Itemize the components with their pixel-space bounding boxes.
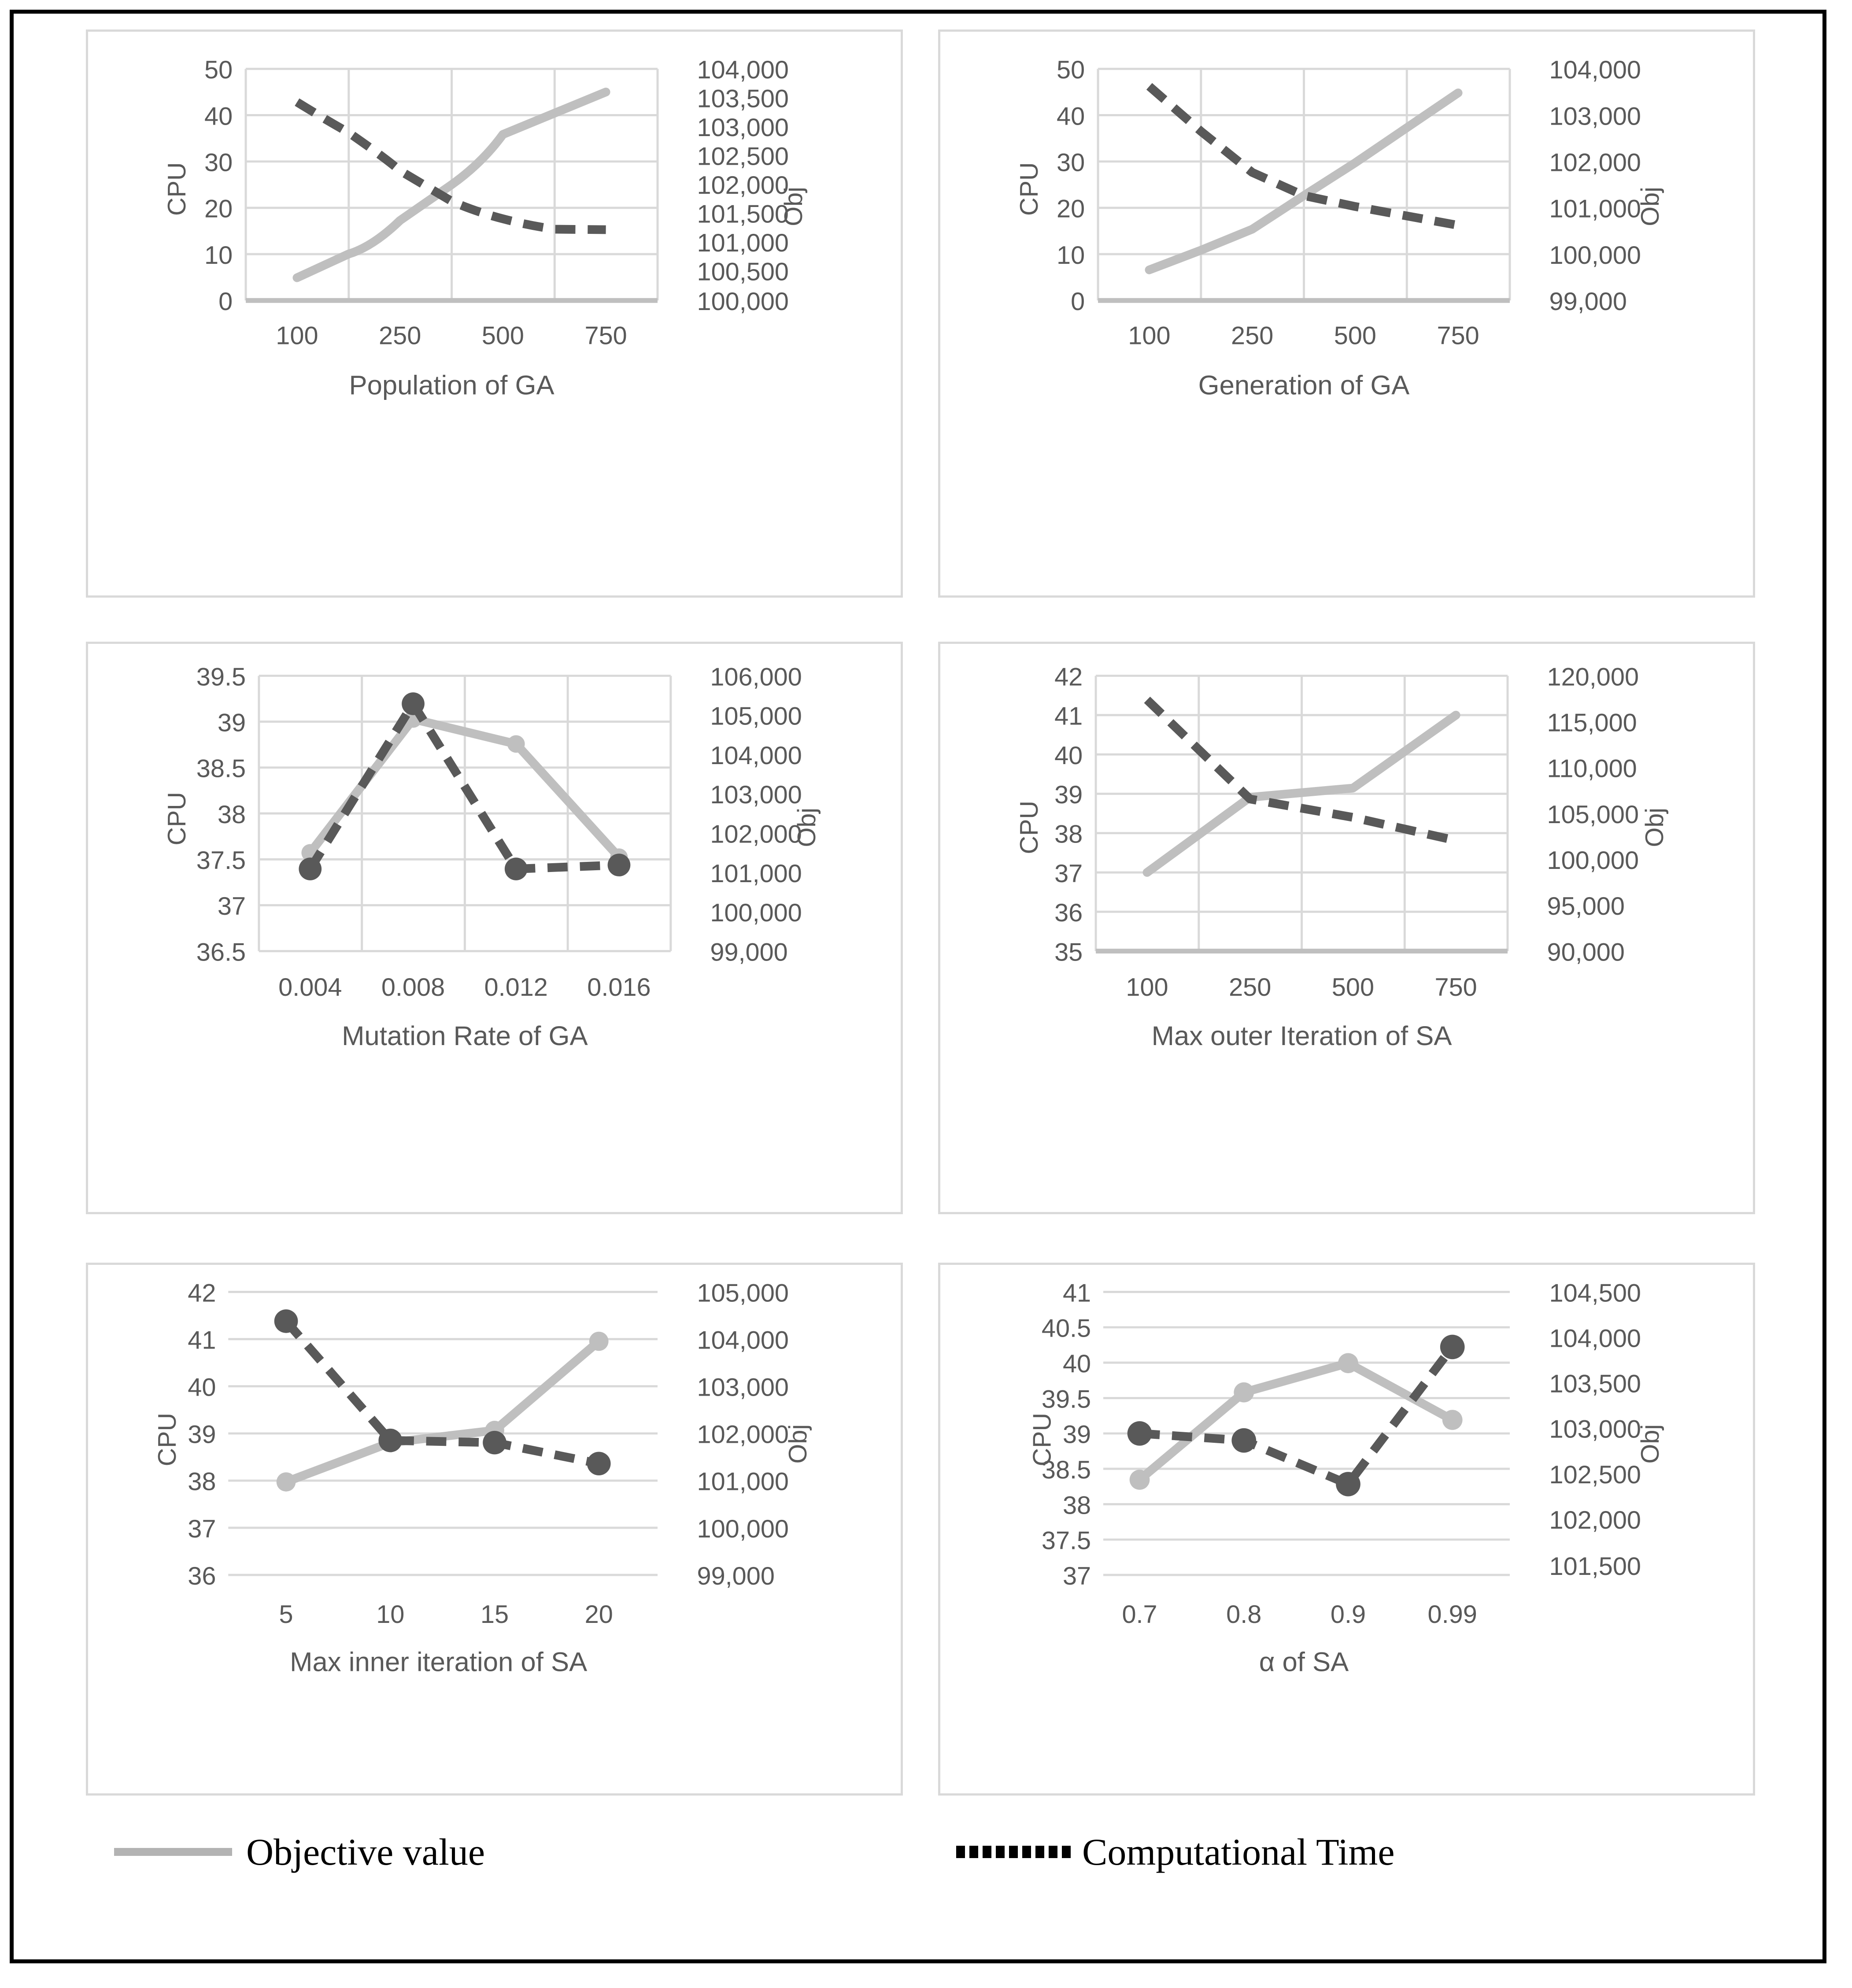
svg-text:102,000: 102,000 xyxy=(1549,148,1641,177)
y-axis-left-title: CPU xyxy=(1015,801,1043,854)
svg-text:37: 37 xyxy=(1054,859,1083,888)
x-axis-ticks xyxy=(1128,322,1479,350)
svg-text:37: 37 xyxy=(217,892,246,921)
svg-text:39.5: 39.5 xyxy=(1041,1385,1091,1414)
svg-text:38: 38 xyxy=(1054,820,1083,849)
svg-text:102,000: 102,000 xyxy=(697,1420,789,1449)
svg-text:30: 30 xyxy=(204,148,233,177)
figure-legend xyxy=(86,1819,1755,1907)
svg-text:101,000: 101,000 xyxy=(710,859,802,888)
svg-text:100,000: 100,000 xyxy=(710,899,802,927)
y-axis-right-ticks xyxy=(697,1279,789,1590)
svg-text:105,000: 105,000 xyxy=(1547,800,1639,829)
svg-text:100,000: 100,000 xyxy=(1547,846,1639,875)
svg-text:101,500: 101,500 xyxy=(1549,1552,1641,1581)
y-axis-right-title: Obj xyxy=(780,187,808,226)
svg-text:41: 41 xyxy=(188,1326,216,1355)
svg-text:103,000: 103,000 xyxy=(697,1373,789,1402)
x-axis-ticks xyxy=(1126,973,1477,1001)
gridlines xyxy=(1103,1292,1510,1575)
chart-panel-generation-of-ga xyxy=(938,30,1755,598)
y-axis-right-ticks xyxy=(1549,56,1641,316)
legend-item-objective-value xyxy=(114,1825,485,1878)
svg-text:103,000: 103,000 xyxy=(1549,102,1641,131)
svg-text:10: 10 xyxy=(204,241,233,270)
dashed-line-swatch-icon xyxy=(956,1846,1074,1858)
svg-text:38: 38 xyxy=(188,1467,216,1496)
svg-text:100,500: 100,500 xyxy=(697,258,789,286)
y-axis-right-ticks xyxy=(697,56,789,316)
svg-text:39: 39 xyxy=(1062,1420,1091,1449)
svg-text:50: 50 xyxy=(204,56,233,85)
figure-outer-frame xyxy=(10,10,1826,1963)
svg-text:0.016: 0.016 xyxy=(587,973,651,1001)
svg-text:0.012: 0.012 xyxy=(484,973,548,1001)
svg-text:37: 37 xyxy=(1062,1562,1091,1590)
chart-panel-mutation-rate-of-ga xyxy=(86,642,903,1214)
svg-text:103,000: 103,000 xyxy=(697,114,789,142)
x-axis-ticks xyxy=(1122,1600,1477,1629)
svg-text:100: 100 xyxy=(1126,973,1168,1001)
svg-text:20: 20 xyxy=(584,1600,613,1629)
svg-text:101,000: 101,000 xyxy=(697,1467,789,1496)
y-axis-right-title: Obj xyxy=(784,1424,813,1464)
y-axis-right-title: Obj xyxy=(1636,187,1665,226)
svg-text:39.5: 39.5 xyxy=(196,663,246,691)
x-axis-ticks xyxy=(278,973,651,1001)
svg-text:99,000: 99,000 xyxy=(1549,288,1627,316)
svg-text:250: 250 xyxy=(1231,321,1274,350)
svg-text:50: 50 xyxy=(1057,56,1085,85)
svg-text:0.004: 0.004 xyxy=(278,973,342,1001)
x-axis-ticks xyxy=(279,1600,613,1629)
svg-text:100,000: 100,000 xyxy=(1549,241,1641,270)
series-objective-value xyxy=(277,1332,609,1492)
x-axis-title: Population of GA xyxy=(349,370,554,401)
svg-text:102,000: 102,000 xyxy=(697,171,789,200)
svg-text:106,000: 106,000 xyxy=(710,663,802,691)
svg-text:0.7: 0.7 xyxy=(1122,1600,1157,1629)
x-axis-title: Max outer Iteration of SA xyxy=(1151,1021,1452,1051)
svg-text:41: 41 xyxy=(1062,1279,1091,1308)
chart-mutation-rate-of-ga xyxy=(88,644,901,1212)
solid-line-swatch-icon xyxy=(114,1848,232,1856)
svg-text:103,500: 103,500 xyxy=(1549,1370,1641,1398)
svg-text:105,000: 105,000 xyxy=(697,1279,789,1308)
y-axis-right-ticks xyxy=(1549,1279,1641,1581)
svg-text:38: 38 xyxy=(1062,1491,1091,1520)
svg-text:103,000: 103,000 xyxy=(1549,1415,1641,1444)
svg-text:39: 39 xyxy=(1054,781,1083,809)
svg-text:100: 100 xyxy=(276,321,318,350)
y-axis-left-title: CPU xyxy=(1015,162,1043,216)
series-computational-time xyxy=(1127,1335,1465,1497)
svg-text:90,000: 90,000 xyxy=(1547,938,1625,967)
svg-text:102,500: 102,500 xyxy=(1549,1460,1641,1489)
svg-text:40.5: 40.5 xyxy=(1041,1314,1091,1343)
y-axis-right-title: Obj xyxy=(1641,807,1669,847)
svg-text:38.5: 38.5 xyxy=(196,754,246,783)
y-axis-left-ticks xyxy=(196,663,246,966)
svg-text:38: 38 xyxy=(217,800,246,829)
chart-population-of-ga xyxy=(88,32,901,595)
chart-panel-alpha-of-sa xyxy=(938,1263,1755,1796)
svg-text:101,000: 101,000 xyxy=(697,229,789,258)
svg-text:100,000: 100,000 xyxy=(697,288,789,316)
legend-label-computational-time: Computational Time xyxy=(1082,1831,1395,1873)
y-axis-right-ticks xyxy=(1547,663,1639,966)
svg-text:36.5: 36.5 xyxy=(196,938,246,967)
svg-text:37.5: 37.5 xyxy=(1041,1526,1091,1555)
svg-text:110,000: 110,000 xyxy=(1547,754,1637,783)
svg-text:0.9: 0.9 xyxy=(1330,1600,1366,1629)
legend-label-objective-value: Objective value xyxy=(246,1831,485,1873)
svg-text:20: 20 xyxy=(204,195,233,223)
svg-text:100: 100 xyxy=(1128,321,1171,350)
svg-text:40: 40 xyxy=(1062,1350,1091,1378)
y-axis-left-title: CPU xyxy=(1028,1412,1057,1467)
svg-text:36: 36 xyxy=(1054,899,1083,927)
svg-text:0: 0 xyxy=(1071,288,1085,316)
svg-text:120,000: 120,000 xyxy=(1547,663,1639,691)
svg-text:95,000: 95,000 xyxy=(1547,892,1625,921)
series-computational-time xyxy=(274,1309,611,1475)
svg-text:750: 750 xyxy=(584,321,627,350)
y-axis-right-ticks xyxy=(710,663,802,966)
svg-text:38.5: 38.5 xyxy=(1041,1456,1091,1484)
x-axis-title: Generation of GA xyxy=(1198,370,1410,401)
svg-text:40: 40 xyxy=(188,1373,216,1402)
svg-text:104,000: 104,000 xyxy=(697,1326,789,1355)
svg-text:36: 36 xyxy=(188,1562,216,1590)
x-axis-title: Mutation Rate of GA xyxy=(342,1021,588,1051)
svg-text:103,500: 103,500 xyxy=(697,85,789,113)
svg-text:103,000: 103,000 xyxy=(710,781,802,809)
svg-text:39: 39 xyxy=(188,1420,216,1449)
svg-text:100,000: 100,000 xyxy=(697,1515,789,1543)
svg-text:104,000: 104,000 xyxy=(697,56,789,85)
svg-text:40: 40 xyxy=(1057,102,1085,131)
svg-text:5: 5 xyxy=(279,1600,293,1629)
svg-text:40: 40 xyxy=(204,102,233,131)
svg-text:104,500: 104,500 xyxy=(1549,1279,1641,1308)
svg-text:0.008: 0.008 xyxy=(381,973,445,1001)
chart-alpha-of-sa xyxy=(940,1265,1753,1793)
svg-text:500: 500 xyxy=(1334,321,1377,350)
svg-text:101,000: 101,000 xyxy=(1549,195,1641,223)
svg-text:115,000: 115,000 xyxy=(1547,709,1637,737)
x-axis-ticks xyxy=(276,322,627,350)
svg-text:500: 500 xyxy=(1331,973,1375,1001)
svg-text:104,000: 104,000 xyxy=(1549,1324,1641,1353)
svg-text:750: 750 xyxy=(1437,321,1479,350)
svg-text:35: 35 xyxy=(1054,938,1083,967)
y-axis-left-title: CPU xyxy=(153,1412,181,1467)
x-axis-title: α of SA xyxy=(1259,1647,1349,1678)
gridlines xyxy=(259,676,671,951)
y-axis-left-title: CPU xyxy=(163,162,191,216)
chart-panel-max-inner-iteration-of-sa xyxy=(86,1263,903,1796)
svg-text:101,500: 101,500 xyxy=(697,200,789,229)
svg-text:15: 15 xyxy=(480,1600,509,1629)
y-axis-left-ticks xyxy=(204,56,233,316)
svg-text:750: 750 xyxy=(1434,973,1477,1001)
svg-text:40: 40 xyxy=(1054,741,1083,770)
y-axis-left-ticks xyxy=(1054,663,1083,966)
chart-max-outer-iteration-of-sa xyxy=(940,644,1753,1212)
y-axis-left-ticks xyxy=(188,1279,216,1590)
svg-text:37.5: 37.5 xyxy=(196,846,246,875)
chart-panel-max-outer-iteration-of-sa xyxy=(938,642,1755,1214)
chart-panel-population-of-ga xyxy=(86,30,903,598)
svg-text:99,000: 99,000 xyxy=(710,938,788,967)
svg-text:102,000: 102,000 xyxy=(1549,1506,1641,1534)
chart-panel-grid xyxy=(86,30,1755,1796)
svg-text:42: 42 xyxy=(1054,663,1083,691)
svg-text:30: 30 xyxy=(1057,148,1085,177)
y-axis-left-title: CPU xyxy=(163,792,191,846)
svg-text:39: 39 xyxy=(217,709,246,737)
y-axis-right-title: Obj xyxy=(1636,1424,1665,1464)
svg-text:0.99: 0.99 xyxy=(1427,1600,1477,1629)
svg-text:41: 41 xyxy=(1054,702,1083,731)
chart-generation-of-ga xyxy=(940,32,1753,595)
svg-text:10: 10 xyxy=(1057,241,1085,270)
x-axis-title: Max inner iteration of SA xyxy=(290,1647,588,1678)
y-axis-right-title: Obj xyxy=(792,807,821,847)
svg-text:37: 37 xyxy=(188,1515,216,1543)
svg-text:102,500: 102,500 xyxy=(697,142,789,171)
legend-item-computational-time xyxy=(956,1825,1395,1878)
svg-text:104,000: 104,000 xyxy=(1549,56,1641,85)
svg-text:500: 500 xyxy=(481,321,525,350)
chart-max-inner-iteration-of-sa xyxy=(88,1265,901,1793)
svg-text:104,000: 104,000 xyxy=(710,741,802,770)
svg-text:99,000: 99,000 xyxy=(697,1562,775,1590)
svg-text:250: 250 xyxy=(379,321,421,350)
svg-text:42: 42 xyxy=(188,1279,216,1308)
y-axis-left-ticks xyxy=(1057,56,1085,316)
svg-text:105,000: 105,000 xyxy=(710,702,802,731)
svg-text:0: 0 xyxy=(218,288,233,316)
svg-text:0.8: 0.8 xyxy=(1226,1600,1262,1629)
svg-text:250: 250 xyxy=(1229,973,1272,1001)
svg-text:20: 20 xyxy=(1057,195,1085,223)
svg-text:102,000: 102,000 xyxy=(710,820,802,849)
svg-text:10: 10 xyxy=(376,1600,405,1629)
